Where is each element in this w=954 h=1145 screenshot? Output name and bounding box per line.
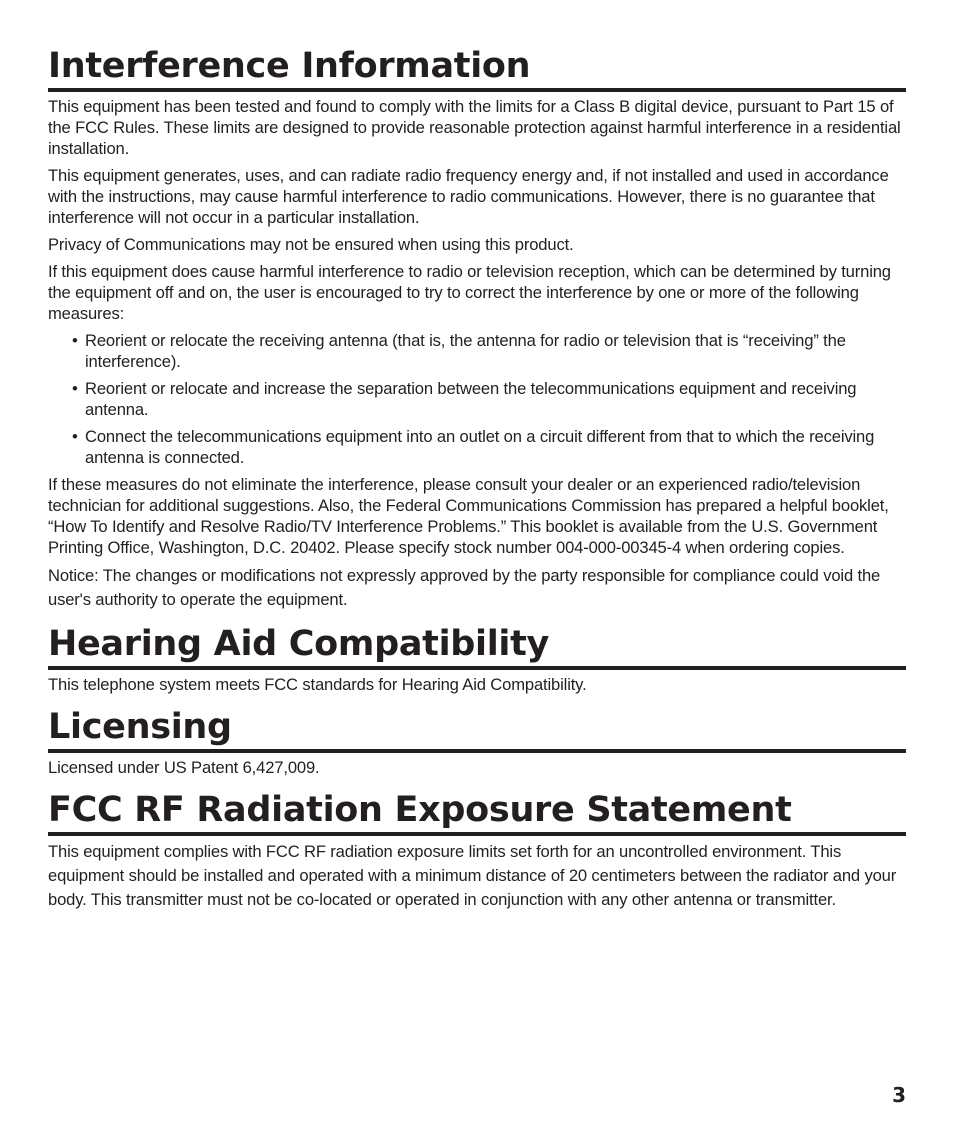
paragraph-consult-dealer: If these measures do not eliminate the interference, please consult your dealer or an experienced radio/television technician for additional suggestions. Also, the Federal Communications Commission has prepared a helpful booklet, “How To Identify and Resolve Radio/TV Interference Problems.” This booklet is available from the U.S. Government Printing Office, Washington, D.C. 20402. Please specify stock number 004-000-00345-4 when ordering copies.: [48, 475, 889, 557]
paragraph-rf-exposure: This equipment complies with FCC RF radiation exposure limits set forth for an uncontrolled environment. This equipment should be installed and operated with a minimum distance of 20 centimeters between the radiator and your body. This transmitter must not be co-located or operated in conjunction with any other antenna or transmitter.: [48, 842, 897, 909]
paragraph-hac-standards: This telephone system meets FCC standards for Hearing Aid Compatibility.: [48, 675, 587, 694]
paragraph-class-b-compliance: This equipment has been tested and found to comply with the limits for a Class B digital device, pursuant to Part 15 of the FCC Rules. These limits are designed to provide reasonable protection against harmful interference in a residential installation.: [48, 97, 901, 158]
list-item: [72, 330, 906, 372]
bullet-icon: •: [72, 427, 78, 446]
list-item-text: Connect the telecommunications equipment into an outlet on a circuit different from that to which the receiving antenna is connected.: [85, 427, 875, 467]
page-number: 3: [892, 1083, 906, 1107]
heading-licensing: Licensing: [48, 705, 906, 753]
bullet-icon: •: [72, 331, 78, 350]
paragraph-notice: Notice: The changes or modifications not expressly approved by the party responsible for compliance could void the user's authority to operate the equipment.: [48, 566, 881, 609]
section-licensing: [48, 705, 906, 778]
paragraph-patent: Licensed under US Patent 6,427,009.: [48, 758, 320, 777]
section-hearing-aid-compatibility: [48, 622, 906, 695]
bullet-icon: •: [72, 379, 78, 398]
list-item-text: Reorient or relocate and increase the separation between the telecommunications equipment and receiving antenna.: [85, 379, 857, 419]
measures-list: [48, 330, 906, 468]
list-item: [72, 378, 906, 420]
paragraph-rf-energy: This equipment generates, uses, and can radiate radio frequency energy and, if not installed and used in accordance with the instructions, may cause harmful interference to radio communications. However, there is no guarantee that interference will not occur in a particular installation.: [48, 166, 889, 227]
heading-hearing-aid-compatibility: Hearing Aid Compatibility: [48, 622, 906, 670]
document-page: [48, 44, 906, 912]
paragraph-correction-measures: If this equipment does cause harmful interference to radio or television reception, which can be determined by turning the equipment off and on, the user is encouraged to try to correct the interference by one or more of the following measures:: [48, 262, 891, 323]
list-item: [72, 426, 906, 468]
section-interference-information: [48, 44, 906, 612]
section-fcc-rf-radiation: [48, 788, 906, 912]
heading-interference-information: Interference Information: [48, 44, 906, 92]
paragraph-privacy: Privacy of Communications may not be ensured when using this product.: [48, 235, 574, 254]
list-item-text: Reorient or relocate the receiving antenna (that is, the antenna for radio or television that is “receiving” the interference).: [85, 331, 846, 371]
heading-fcc-rf-radiation: FCC RF Radiation Exposure Statement: [48, 788, 906, 836]
